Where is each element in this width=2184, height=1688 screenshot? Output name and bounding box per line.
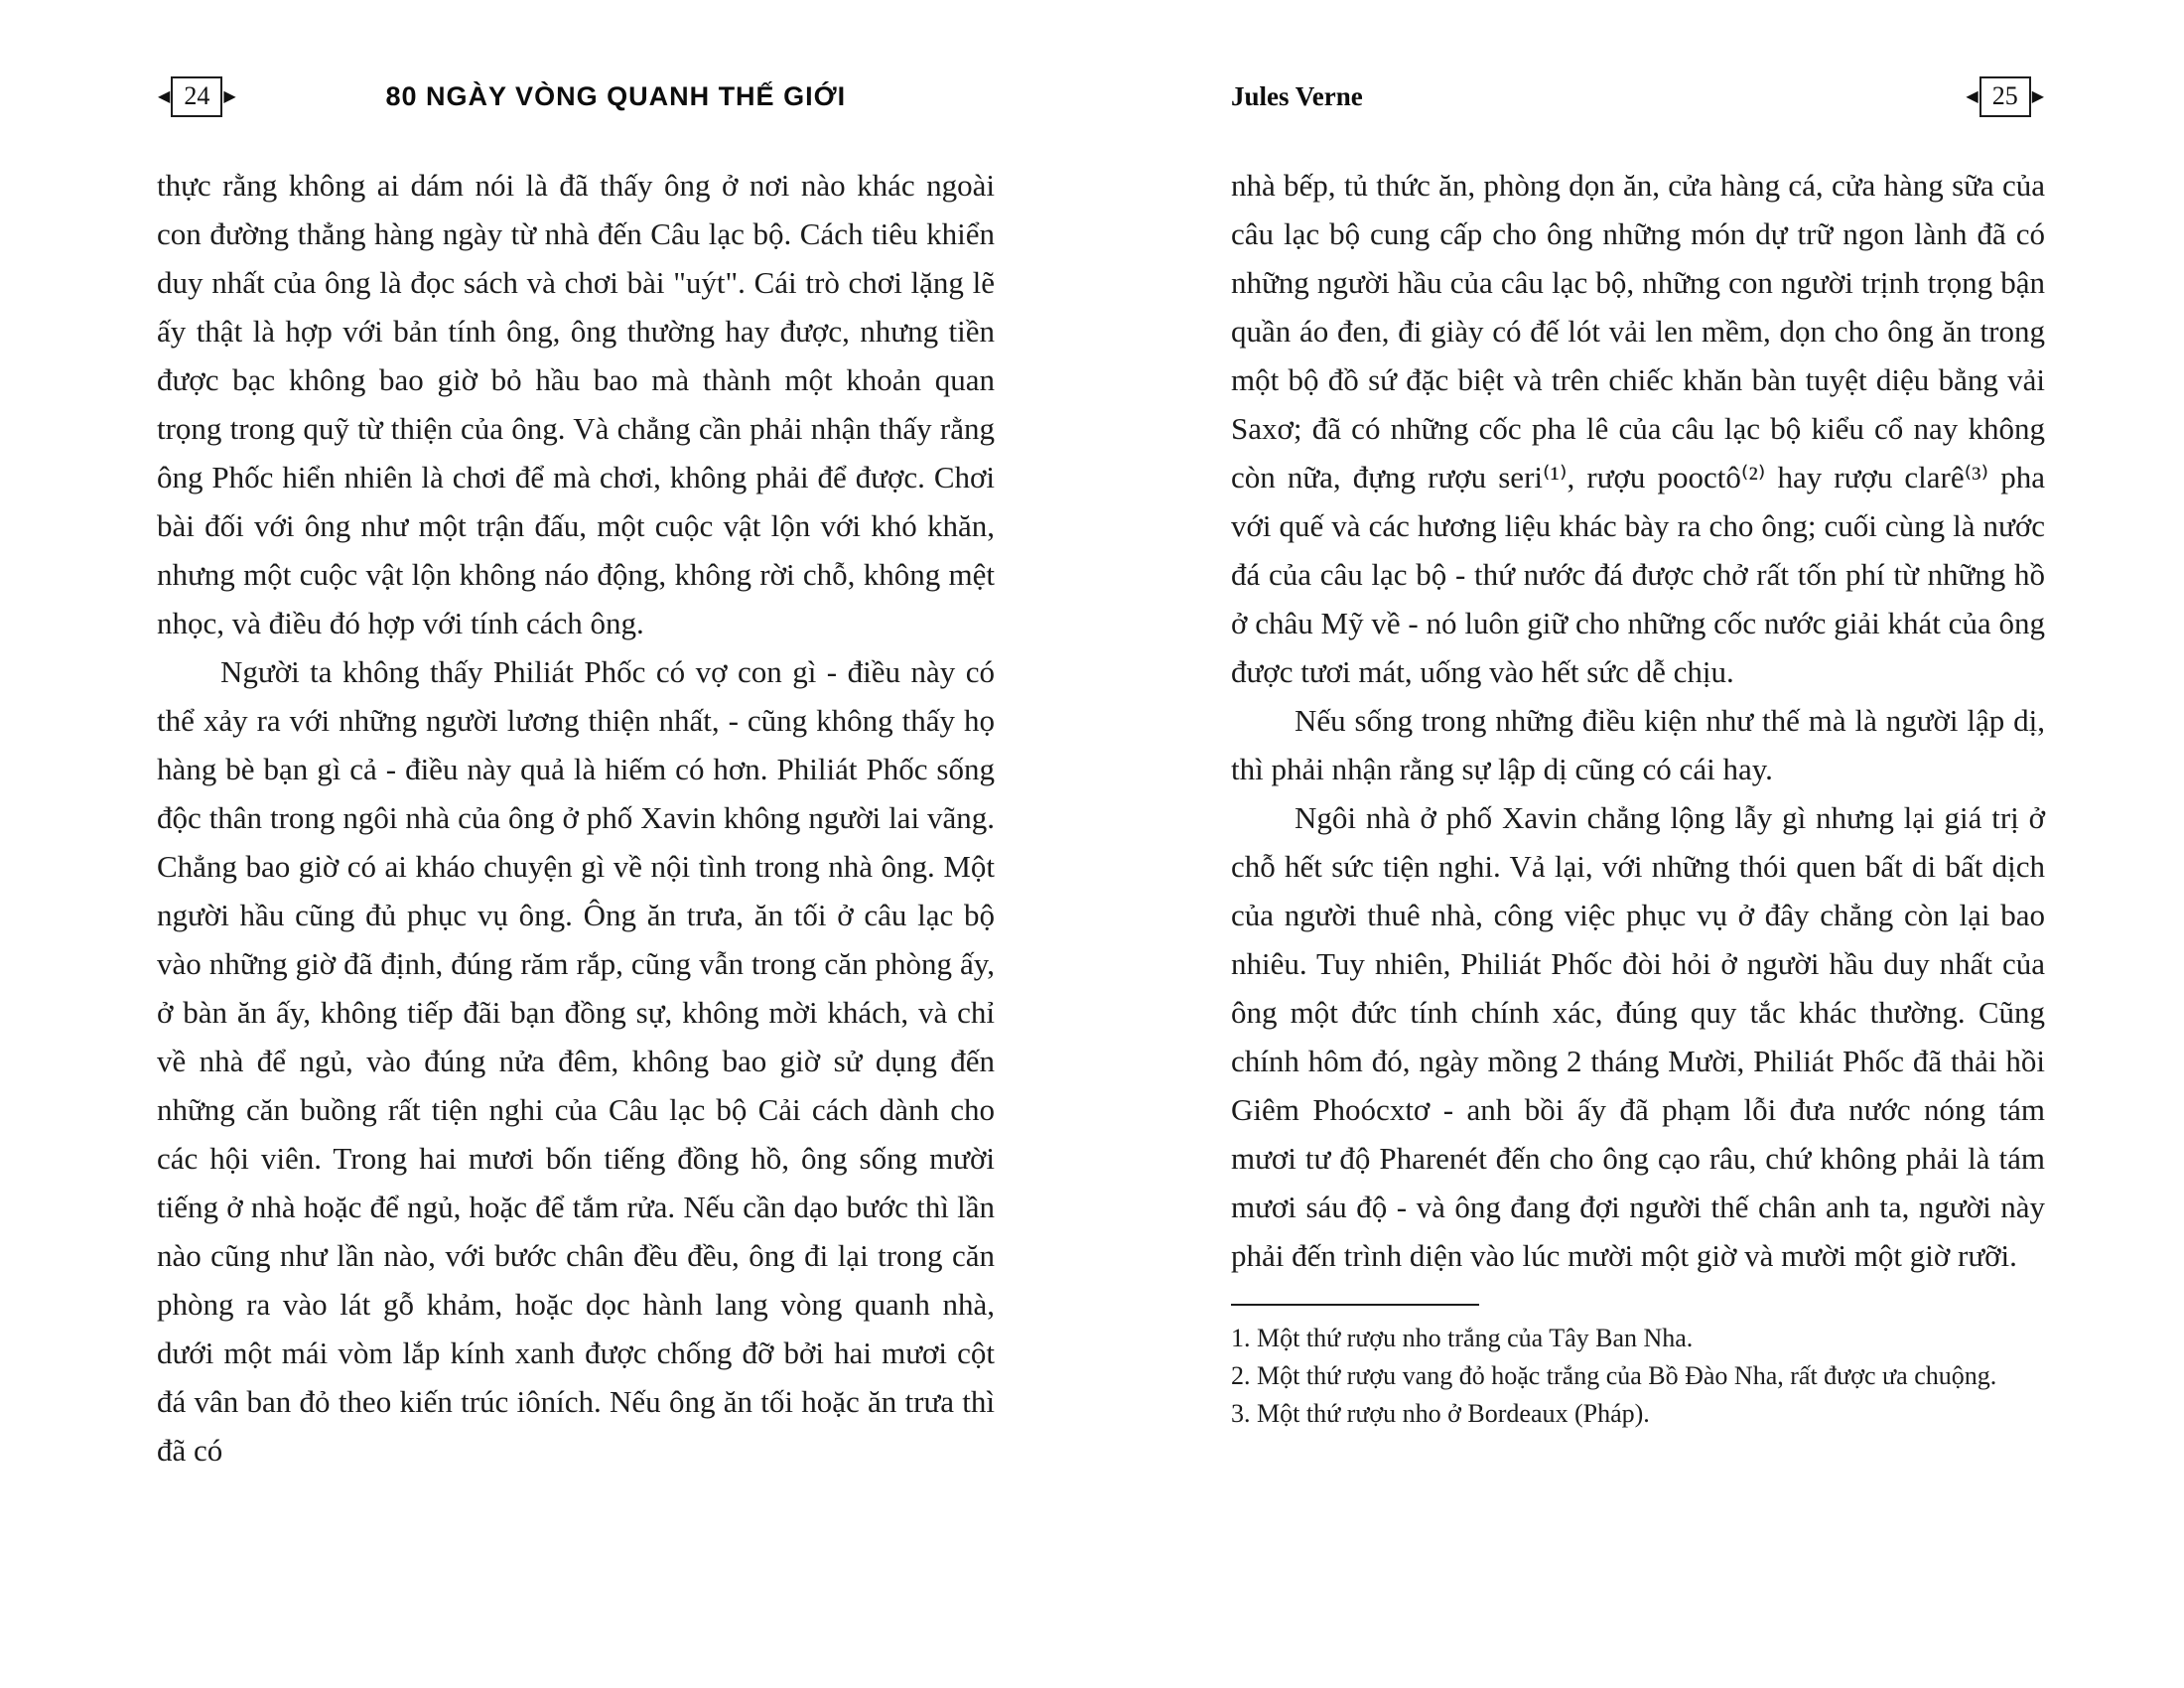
footnotes-block bbox=[1231, 1304, 2045, 1433]
page-number-right: 25 bbox=[1979, 76, 2031, 117]
page-right bbox=[1092, 0, 2184, 1688]
paragraph: Người ta không thấy Philiát Phốc có vợ con gì - điều này có thể xảy ra với những người lương thiện nhất, - cũng không thấy họ hàng bè bạn gì cả - điều này quả là hiếm có hơn. Philiát Phốc sống độc thân trong ngôi nhà của ông ở phố Xavin không người lai vãng. Chẳng bao giờ có ai kháo chuyện gì về nội tình trong nhà ông. Một người hầu cũng đủ phục vụ ông. Ông ăn trưa, ăn tối ở câu lạc bộ vào những giờ đã định, đúng răm rắp, cũng vẫn trong căn phòng ấy, ở bàn ăn ấy, không tiếp đãi bạn đồng sự, không mời khách, và chỉ về nhà để ngủ, vào đúng nửa đêm, không bao giờ sử dụng đến những căn buồng rất tiện nghi của Câu lạc bộ Cải cách dành cho các hội viên. Trong hai mươi bốn tiếng đồng hồ, ông sống mười tiếng ở nhà hoặc để ngủ, hoặc để tắm rửa. Nếu cần dạo bước thì lần nào cũng như lần nào, với bước chân đều đều, ông đi lại trong căn phòng ra vào lát gỗ khảm, hoặc dọc hành lang vòng quanh nhà, dưới một mái vòm lắp kính xanh được chống đỡ bởi hai mươi cột đá vân ban đỏ theo kiến trúc iôních. Nếu ông ăn tối hoặc ăn trưa thì đã có bbox=[157, 654, 995, 1468]
running-title: 80 NGÀY VÒNG QUANH THẾ GIỚI bbox=[385, 80, 847, 111]
paragraph: Nếu sống trong những điều kiện như thế mà là người lập dị, thì phải nhận rằng sự lập dị cũng có cái hay. bbox=[1231, 703, 2045, 786]
footnote-separator bbox=[1231, 1304, 1479, 1306]
page-number-badge-left bbox=[157, 76, 237, 117]
footnote: 2. Một thứ rượu vang đỏ hoặc trắng của Bồ Đào Nha, rất được ưa chuộng. bbox=[1231, 1361, 1997, 1390]
page-number-left: 24 bbox=[171, 76, 222, 117]
chevron-right-icon: ▶ bbox=[2031, 86, 2044, 105]
paragraph: thực rằng không ai dám nói là đã thấy ông ở nơi nào khác ngoài con đường thẳng hàng ngày từ nhà đến Câu lạc bộ. Cách tiêu khiển duy nhất của ông là đọc sách và chơi bài "uýt". Cái trò chơi lặng lẽ ấy thật là hợp với bản tính ông, ông thường hay được, nhưng tiền được bạc không bao giờ bỏ hầu bao mà thành một khoản quan trọng trong quỹ từ thiện của ông. Và chẳng cần phải nhận thấy rằng ông Phốc hiển nhiên là chơi để mà chơi, không phải để được. Chơi bài đối với ông như một trận đấu, một cuộc vật lộn với khó khăn, nhưng một cuộc vật lộn không náo động, không rời chỗ, không mệt nhọc, và điều đó hợp với tính cách ông. bbox=[157, 168, 995, 640]
chevron-left-icon: ◀ bbox=[158, 86, 171, 105]
left-page-header bbox=[157, 70, 995, 123]
chevron-left-icon: ◀ bbox=[1966, 86, 1979, 105]
page-number-badge-right bbox=[1965, 76, 2045, 117]
left-page-body bbox=[157, 161, 995, 1475]
footnote: 1. Một thứ rượu nho trắng của Tây Ban Nha. bbox=[1231, 1324, 1694, 1352]
paragraph: nhà bếp, tủ thức ăn, phòng dọn ăn, cửa hàng cá, cửa hàng sữa của câu lạc bộ cung cấp cho ông những món dự trữ ngon lành đã có những người hầu của câu lạc bộ, những con người trịnh trọng bận quần áo đen, đi giày có đế lót vải len mềm, dọn cho ông ăn trong một bộ đồ sứ đặc biệt và trên chiếc khăn bàn tuyệt diệu bằng vải Saxơ; đã có những cốc pha lê của câu lạc bộ kiểu cổ nay không còn nữa, đựng rượu seri⁽¹⁾, rượu pooctô⁽²⁾ hay rượu clarê⁽³⁾ pha với quế và các hương liệu khác bày ra cho ông; cuối cùng là nước đá của câu lạc bộ - thứ nước đá được chở rất tốn phí từ những hồ ở châu Mỹ về - nó luôn giữ cho những cốc nước giải khát của ông được tươi mát, uống vào hết sức dễ chịu. bbox=[1231, 168, 2045, 689]
footnote: 3. Một thứ rượu nho ở Bordeaux (Pháp). bbox=[1231, 1399, 1650, 1428]
author-name: Jules Verne bbox=[1231, 80, 1363, 111]
right-page-header bbox=[1231, 70, 2045, 123]
chevron-right-icon: ▶ bbox=[223, 86, 236, 105]
footnotes-list bbox=[1231, 1320, 2045, 1433]
paragraph: Ngôi nhà ở phố Xavin chẳng lộng lẫy gì nhưng lại giá trị ở chỗ hết sức tiện nghi. Vả lại, với những thói quen bất di bất dịch của người thuê nhà, công việc phục vụ ở đây chẳng còn lại bao nhiêu. Tuy nhiên, Philiát Phốc đòi hỏi ở người hầu duy nhất của ông một đức tính chính xác, đúng quy tắc khác thường. Cũng chính hôm đó, ngày mồng 2 tháng Mười, Philiát Phốc đã thải hồi Giêm Phoócxtơ - anh bồi ấy đã phạm lỗi đưa nước nóng tám mươi tư độ Pharenét đến cho ông cạo râu, chứ không phải là tám mươi sáu độ - và ông đang đợi người thế chân anh ta, người này phải đến trình diện vào lúc mười một giờ và mười một giờ rưỡi. bbox=[1231, 800, 2045, 1273]
right-page-body bbox=[1231, 161, 2045, 1280]
